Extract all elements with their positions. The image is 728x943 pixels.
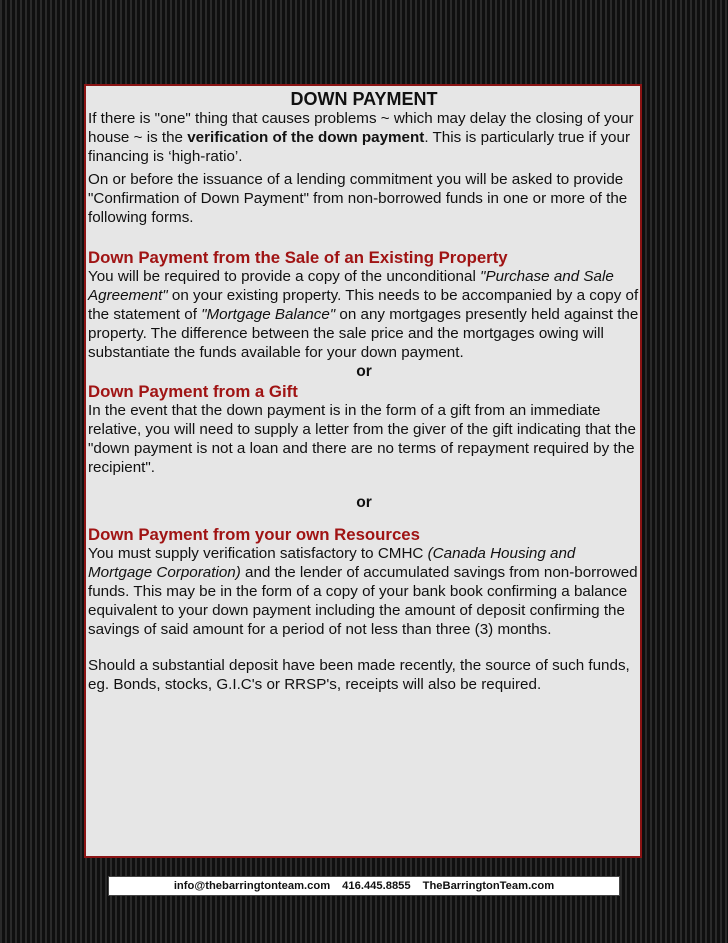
or-separator-2: or [356,493,372,511]
intro-text-end: . This is particularly true if your financing is ‘high-ratio’. [88,128,631,165]
intro-paragraph [88,110,640,167]
closing-paragraph: Should a substantial deposit have been made recently, the source of such funds, eg. Bonds, stocks, G.I.C's or RRSP's, receipts will also be required. [88,656,630,693]
document-content [88,88,640,695]
sale-italic-1: "Purchase and Sale Agreement" [88,268,614,305]
intro-text-bold: verification of the down payment [187,128,425,146]
sale-italic-2: "Mortgage Balance" [201,306,336,324]
commitment-paragraph: On or before the issuance of a lending commitment you will be asked to provide "Confirmation of Down Payment" from non-borrowed funds in one or more of the following forms. [88,170,628,226]
page-title: DOWN PAYMENT [290,89,438,109]
contact-footer [108,876,620,896]
sale-text-1: You will be required to provide a copy of the unconditional [88,268,481,286]
section-body-gift: In the event that the down payment is in the form of a gift from an immediate relative, you will need to supply a letter from the giver of the gift indicating that the "down payment is not a loan and there are no terms of repayment required by the recipient". [88,401,636,476]
section-body-sale [88,268,640,363]
footer-phone[interactable]: 416.445.8855 [342,880,411,892]
section-heading-gift: Down Payment from a Gift [88,381,298,401]
section-heading-resources: Down Payment from your own Resources [88,525,420,545]
resources-italic-1: (Canada Housing and Mortgage Corporation) [88,545,576,582]
resources-text-1: You must supply verification satisfactory to CMHC [88,545,428,563]
section-body-resources [88,545,640,640]
footer-website[interactable]: TheBarringtonTeam.com [422,880,555,892]
or-separator-1: or [356,362,372,380]
sale-text-3: on any mortgages presently held against the property. The difference between the sale price and the mortgages owing will substantiate the funds available for your down payment. [88,306,639,362]
intro-text-start: If there is "one" thing that causes problems ~ which may delay the closing of your house ~ is the [88,110,634,146]
resources-text-2: and the lender of accumulated savings from non-borrowed funds. This may be in the form of a copy of your bank book confirming a balance equivalent to your down payment including the amount of deposit confirming the savings of said amount for a period of not less than three (3) months. [88,564,638,639]
sale-text-2: on your existing property. This needs to be accompanied by a copy of the statement of [88,287,639,324]
footer-email[interactable]: info@thebarringtonteam.com [173,880,331,892]
section-heading-sale: Down Payment from the Sale of an Existing Property [88,248,508,268]
